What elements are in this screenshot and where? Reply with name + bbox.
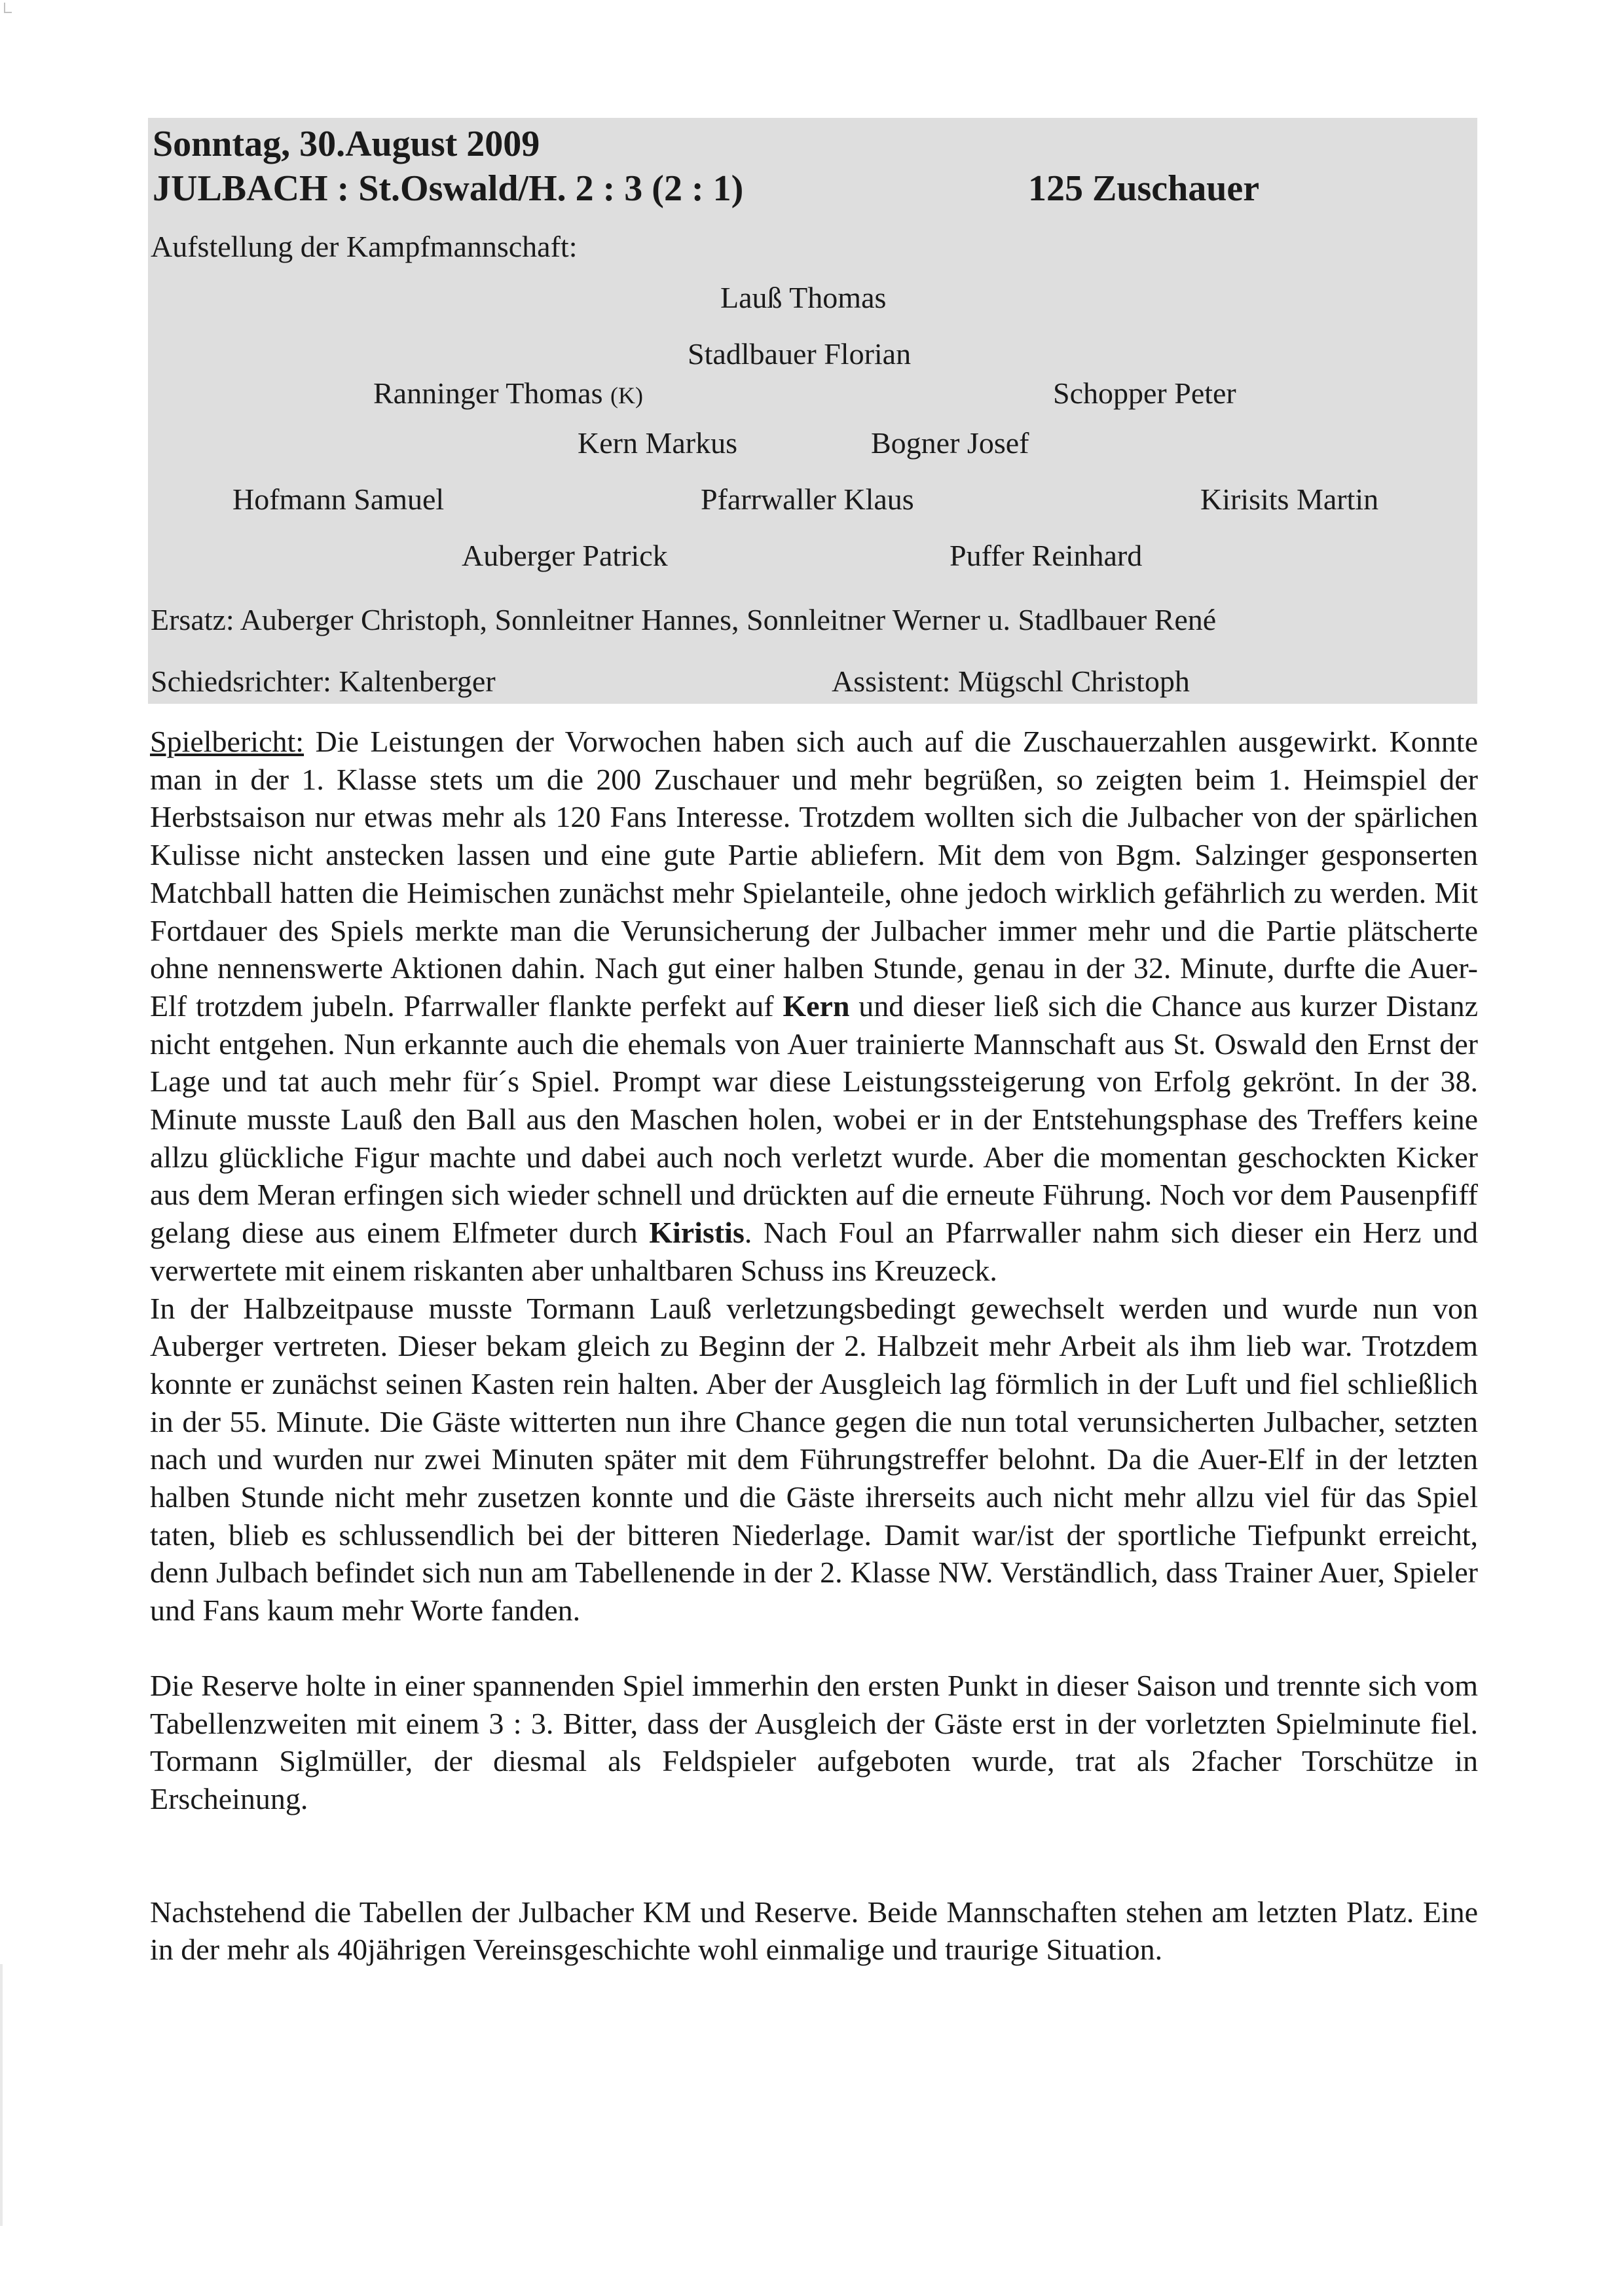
player-hofmann: Hofmann Samuel	[232, 483, 445, 516]
scorer-highlight: Kiristis	[649, 1216, 745, 1250]
tables-note-paragraph: Nachstehend die Tabellen der Julbacher KM und Reserve. Beide Mannschaften stehen am letzten Platz. Eine in der mehr als 40jährigen Vereinsgeschichte wohl einmalige und traurige Situation.	[150, 1895, 1478, 1967]
match-report	[150, 723, 1478, 1969]
report-text: . Nach Foul an Pfarrwaller nahm sich dieser ein Herz und verwertete mit einem riskanten aber unhaltbaren Schuss ins Kreuzeck.	[150, 1216, 1478, 1287]
report-label: Spielbericht:	[150, 725, 304, 758]
player-pfarrwaller: Pfarrwaller Klaus	[701, 483, 914, 516]
report-text: und dieser ließ sich die Chance aus kurzer Distanz nicht entgehen. Nun erkannte auch die ehemals von Auer trainierte Mannschaft aus St. Oswald den Ernst der Lage und tat auch mehr für´s Spiel. Prompt war diese Leistungssteigerung von Erfolg gekrönt. In der 38. Minute musste Lauß den Ball aus den Maschen holen, wobei er in der Entstehungsphase des Treffers keine allzu glückliche Figur machte und dabei auch noch verletzt wurde. Aber die momentan geschockten Kicker aus dem Meran erfingen sich wieder schnell und drückten auf die erneute Führung. Noch vor dem Pausenpfiff gelang diese aus einem Elfmeter durch	[150, 989, 1478, 1250]
player-kirisits: Kirisits Martin	[1200, 483, 1379, 516]
scan-corner-mark	[4, 3, 12, 13]
report-text: Die Leistungen der Vorwochen haben sich auch auf die Zuschauerzahlen ausgewirkt. Konnte man in der 1. Klasse stets um die 200 Zuschauer und mehr begrüßen, so zeigten beim 1. Heimspiel der Herbstsaison nur etwas mehr als 120 Fans Interesse. Trotzdem wollten sich die Julbacher von der spärlichen Kulisse nicht anstecken lassen und eine gute Partie abliefern. Mit dem von Bgm. Salzinger gesponserten Matchball hatten die Heimischen zunächst mehr Spielanteile, ohne jedoch wirklich gefährlich zu werden. Mit Fortdauer des Spiels merkte man die Verunsicherung der Julbacher immer mehr und die Partie plätscherte ohne nennenswerte Aktionen dahin. Nach gut einer halben Stunde, genau in der 32. Minute, durfte die Auer-Elf trotzdem jubeln. Pfarrwaller flankte perfekt auf	[150, 725, 1478, 1023]
report-paragraph-2: In der Halbzeitpause musste Tormann Lauß verletzungsbedingt gewechselt werden und wurde nun von Auberger vertreten. Dieser bekam gleich zu Beginn der 2. Halbzeit mehr Arbeit als ihm lieb war. Trotzdem konnte er zunächst seinen Kasten rein halten. Aber der Ausgleich lag förmlich in der Luft und fiel schließlich in der 55. Minute. Die Gäste witterten nun ihre Chance gegen die nun total verunsicherten Julbacher, setzten nach und wurden nur zwei Minuten später mit dem Führungstreffer belohnt. Da die Auer-Elf in der letzten halben Stunde nicht mehr zusetzen konnte und die Gäste ihrerseits auch nicht mehr allzu viel für das Spiel taten, blieb es schlussendlich bei der bitteren Niederlage. Damit war/ist der sportliche Tiefpunkt erreicht, denn Julbach befindet sich nun am Tabellenende in der 2. Klasse NW. Verständlich, dass Trainer Auer, Spieler und Fans kaum mehr Worte fanden.	[150, 1291, 1478, 1628]
reserve-paragraph: Die Reserve holte in einer spannenden Spiel immerhin den ersten Punkt in dieser Saison und trennte sich vom Tabellenzweiten mit einem 3 : 3. Bitter, dass der Ausgleich der Gäste erst in der vorletzten Spielminute fiel. Tormann Siglmüller, der diesmal als Feldspieler aufgeboten wurde, trat als 2facher Torschütze in Erscheinung.	[150, 1668, 1478, 1815]
report-paragraph-1	[150, 723, 1478, 1290]
player-kern: Kern Markus	[578, 426, 737, 460]
spectator-count: 125 Zuschauer	[1028, 168, 1260, 209]
player-auberger: Auberger Patrick	[462, 539, 668, 572]
player-bogner: Bogner Josef	[871, 426, 1029, 460]
player-puffer: Puffer Reinhard	[950, 539, 1143, 572]
referee-line: Schiedsrichter: Kaltenberger	[151, 665, 496, 698]
substitutes-line: Ersatz: Auberger Christoph, Sonnleitner Hannes, Sonnleitner Werner u. Stadlbauer René	[151, 603, 1217, 636]
player-name: Ranninger Thomas	[373, 376, 603, 410]
player-ranninger	[373, 376, 643, 410]
lineup-label: Aufstellung der Kampfmannschaft:	[151, 230, 578, 263]
scorer-highlight: Kern	[783, 989, 850, 1023]
player-goalkeeper: Lauß Thomas	[720, 281, 887, 314]
player-schopper: Schopper Peter	[1053, 376, 1236, 410]
assistant-line: Assistent: Mügschl Christoph	[832, 665, 1190, 698]
match-result: JULBACH : St.Oswald/H. 2 : 3 (2 : 1)	[153, 168, 744, 209]
match-date: Sonntag, 30.August 2009	[153, 124, 540, 164]
scan-edge-shadow	[0, 1964, 3, 2226]
captain-badge: (K)	[610, 382, 643, 409]
player-stadlbauer: Stadlbauer Florian	[688, 337, 912, 371]
